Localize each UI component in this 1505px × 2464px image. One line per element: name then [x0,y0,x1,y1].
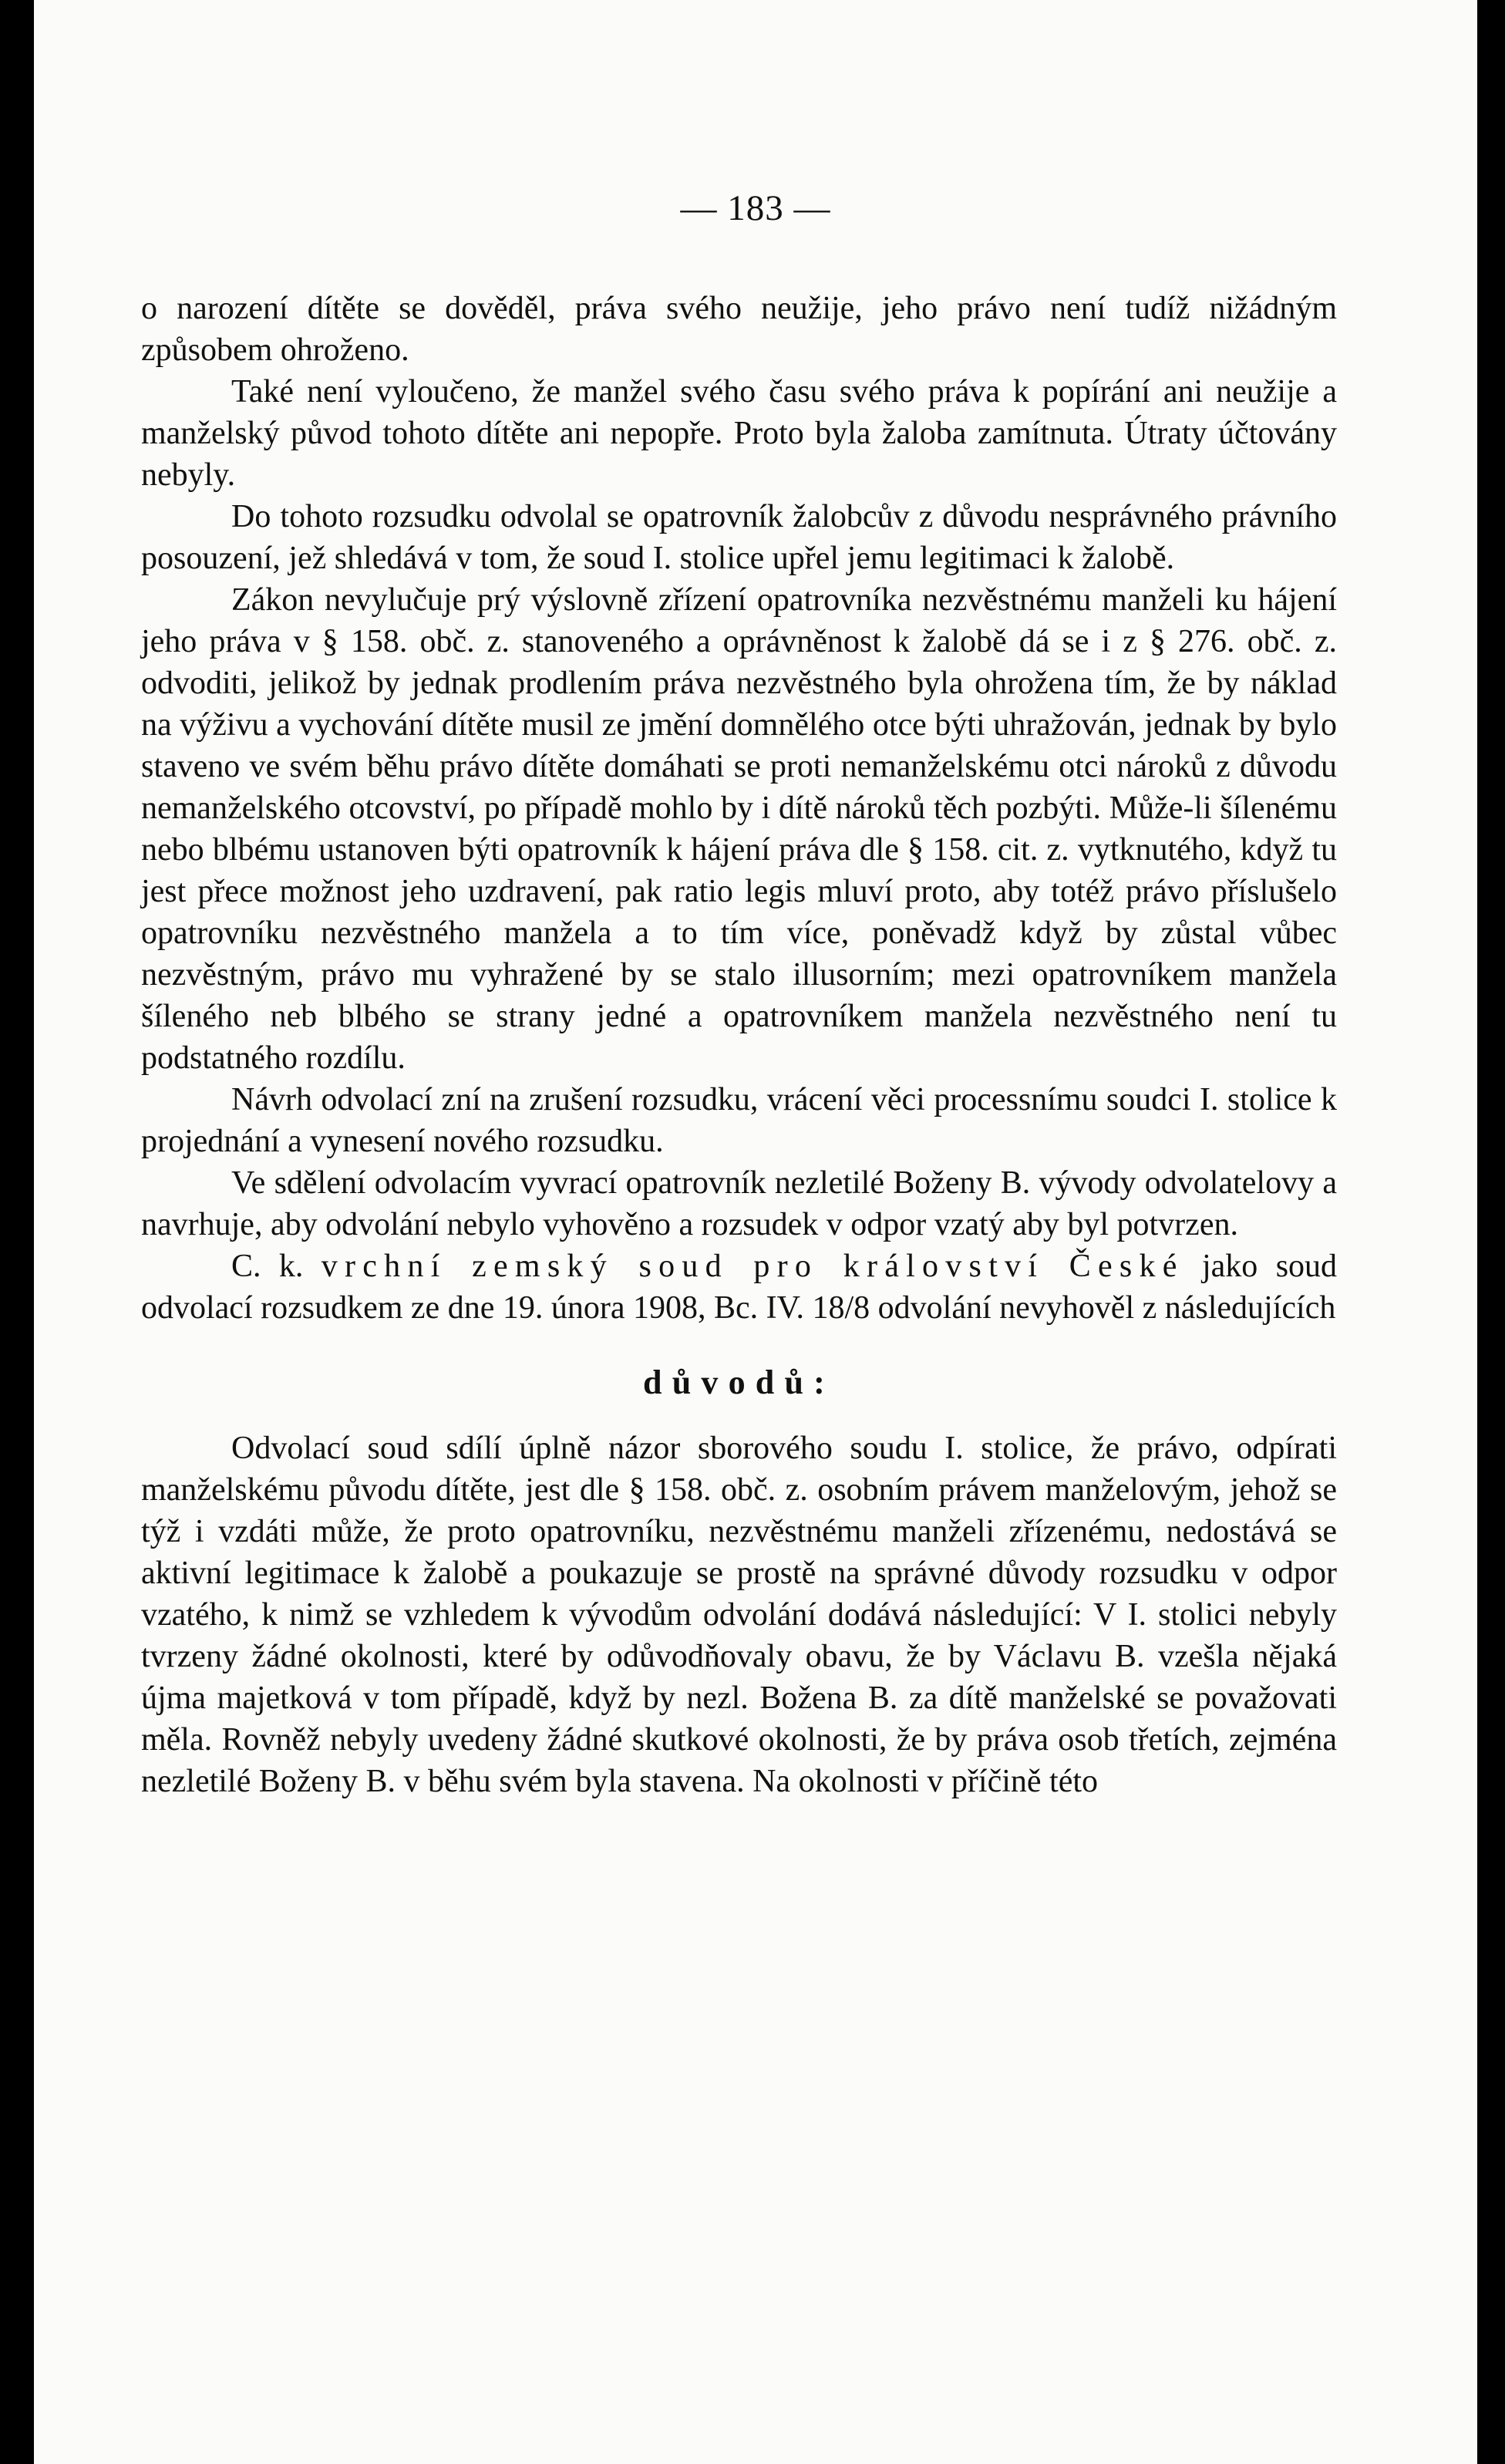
court-abbrev: C. k. [231,1249,304,1284]
court-name-spaced: vrchní zemský soud pro království České [321,1249,1184,1284]
body-text [141,288,1337,1802]
paragraph-8: Odvolací soud sdílí úplně názor sborového soudu I. stolice, že právo, odpírati manželskému původu dítěte, jest dle § 158. obč. z. osobním právem manželovým, jehož se týž i vzdáti může, že proto opatrovníku, nezvěstnému manželi zřízenému, nedostává se aktivní legitimace k žalobě a poukazuje se prostě na správné důvody rozsudku v odpor vzatého, k nimž se vzhledem k vývodům odvolání dodává následující: V I. stolici nebyly tvrzeny žádné okolnosti, které by odůvodňovaly obavu, že by Václavu B. vzešla nějaká újma majetková v tom případě, když by nezl. Božena B. za dítě manželské se považovati měla. Rovněž nebyly uvedeny žádné skutkové okolnosti, že by práva osob třetích, zejména nezletilé Boženy B. v běhu svém byla stavena. Na okolnosti v příčině této [141,1431,1337,1799]
book-page [34,0,1477,2464]
paragraph-2: Také není vyloučeno, že manžel svého času svého práva k popírání ani neužije a manželský původ tohoto dítěte ani nepopře. Proto byla žaloba zamítnuta. Útraty účtovány nebyly. [141,374,1337,493]
paragraph-7-rest: jako soud odvolací rozsudkem ze dne 19. února 1908, Bc. IV. 18/8 odvolání nevyhověl z následujících [141,1249,1338,1326]
paragraph-3: Do tohoto rozsudku odvolal se opatrovník žalobcův z důvodu nesprávného právního posouzení, jež shledává v tom, že soud I. stolice upřel jemu legitimaci k žalobě. [141,499,1337,576]
page-number: — 183 — [680,188,831,228]
paragraph-6: Ve sdělení odvolacím vyvrací opatrovník nezletilé Boženy B. vývody odvolatelovy a navrhuje, aby odvolání nebylo vyhověno a rozsudek v odpor vzatý aby byl potvrzen. [141,1165,1337,1242]
paragraph-4: Zákon nevylučuje prý výslovně zřízení opatrovníka nezvěstnému manželi ku hájení jeho práva v § 158. obč. z. stanoveného a oprávněnost k žalobě dá se i z § 276. obč. z. odvoditi, jelikož by jednak prodlením práva nezvěstného byla ohrožena tím, že by náklad na výživu a vychování dítěte musil ze jmění domnělého otce býti uhražován, jednak by bylo staveno ve svém běhu právo dítěte domáhati se proti nemanželskému otci nároků z důvodu nemanželského otcovství, po případě mohlo by i dítě nároků těch pozbýti. Může-li šílenému nebo blbému ustanoven býti opatrovník k hájení práva dle § 158. cit. z. vytknutého, když tu jest přece možnost jeho uzdravení, pak ratio legis mluví proto, aby totéž právo příslušelo opatrovníku nezvěstného manžela a to tím více, poněvadž když by zůstal vůbec nezvěstným, právo mu vyhražené by se stalo illusorním; mezi opatrovníkem manžela šíleného neb blbého se strany jedné a opatrovníkem manžela nezvěstného není tu podstatného rozdílu. [141,582,1337,1076]
section-heading: důvodů: [643,1363,835,1401]
paragraph-7 [141,1245,1337,1329]
paragraph-5: Návrh odvolací zní na zrušení rozsudku, vrácení věci processnímu soudci I. stolice k projednání a vynesení nového rozsudku. [141,1082,1337,1159]
paragraph-1: o narození dítěte se dověděl, práva svého neužije, jeho právo není tudíž nižádným způsobem ohroženo. [141,291,1337,368]
